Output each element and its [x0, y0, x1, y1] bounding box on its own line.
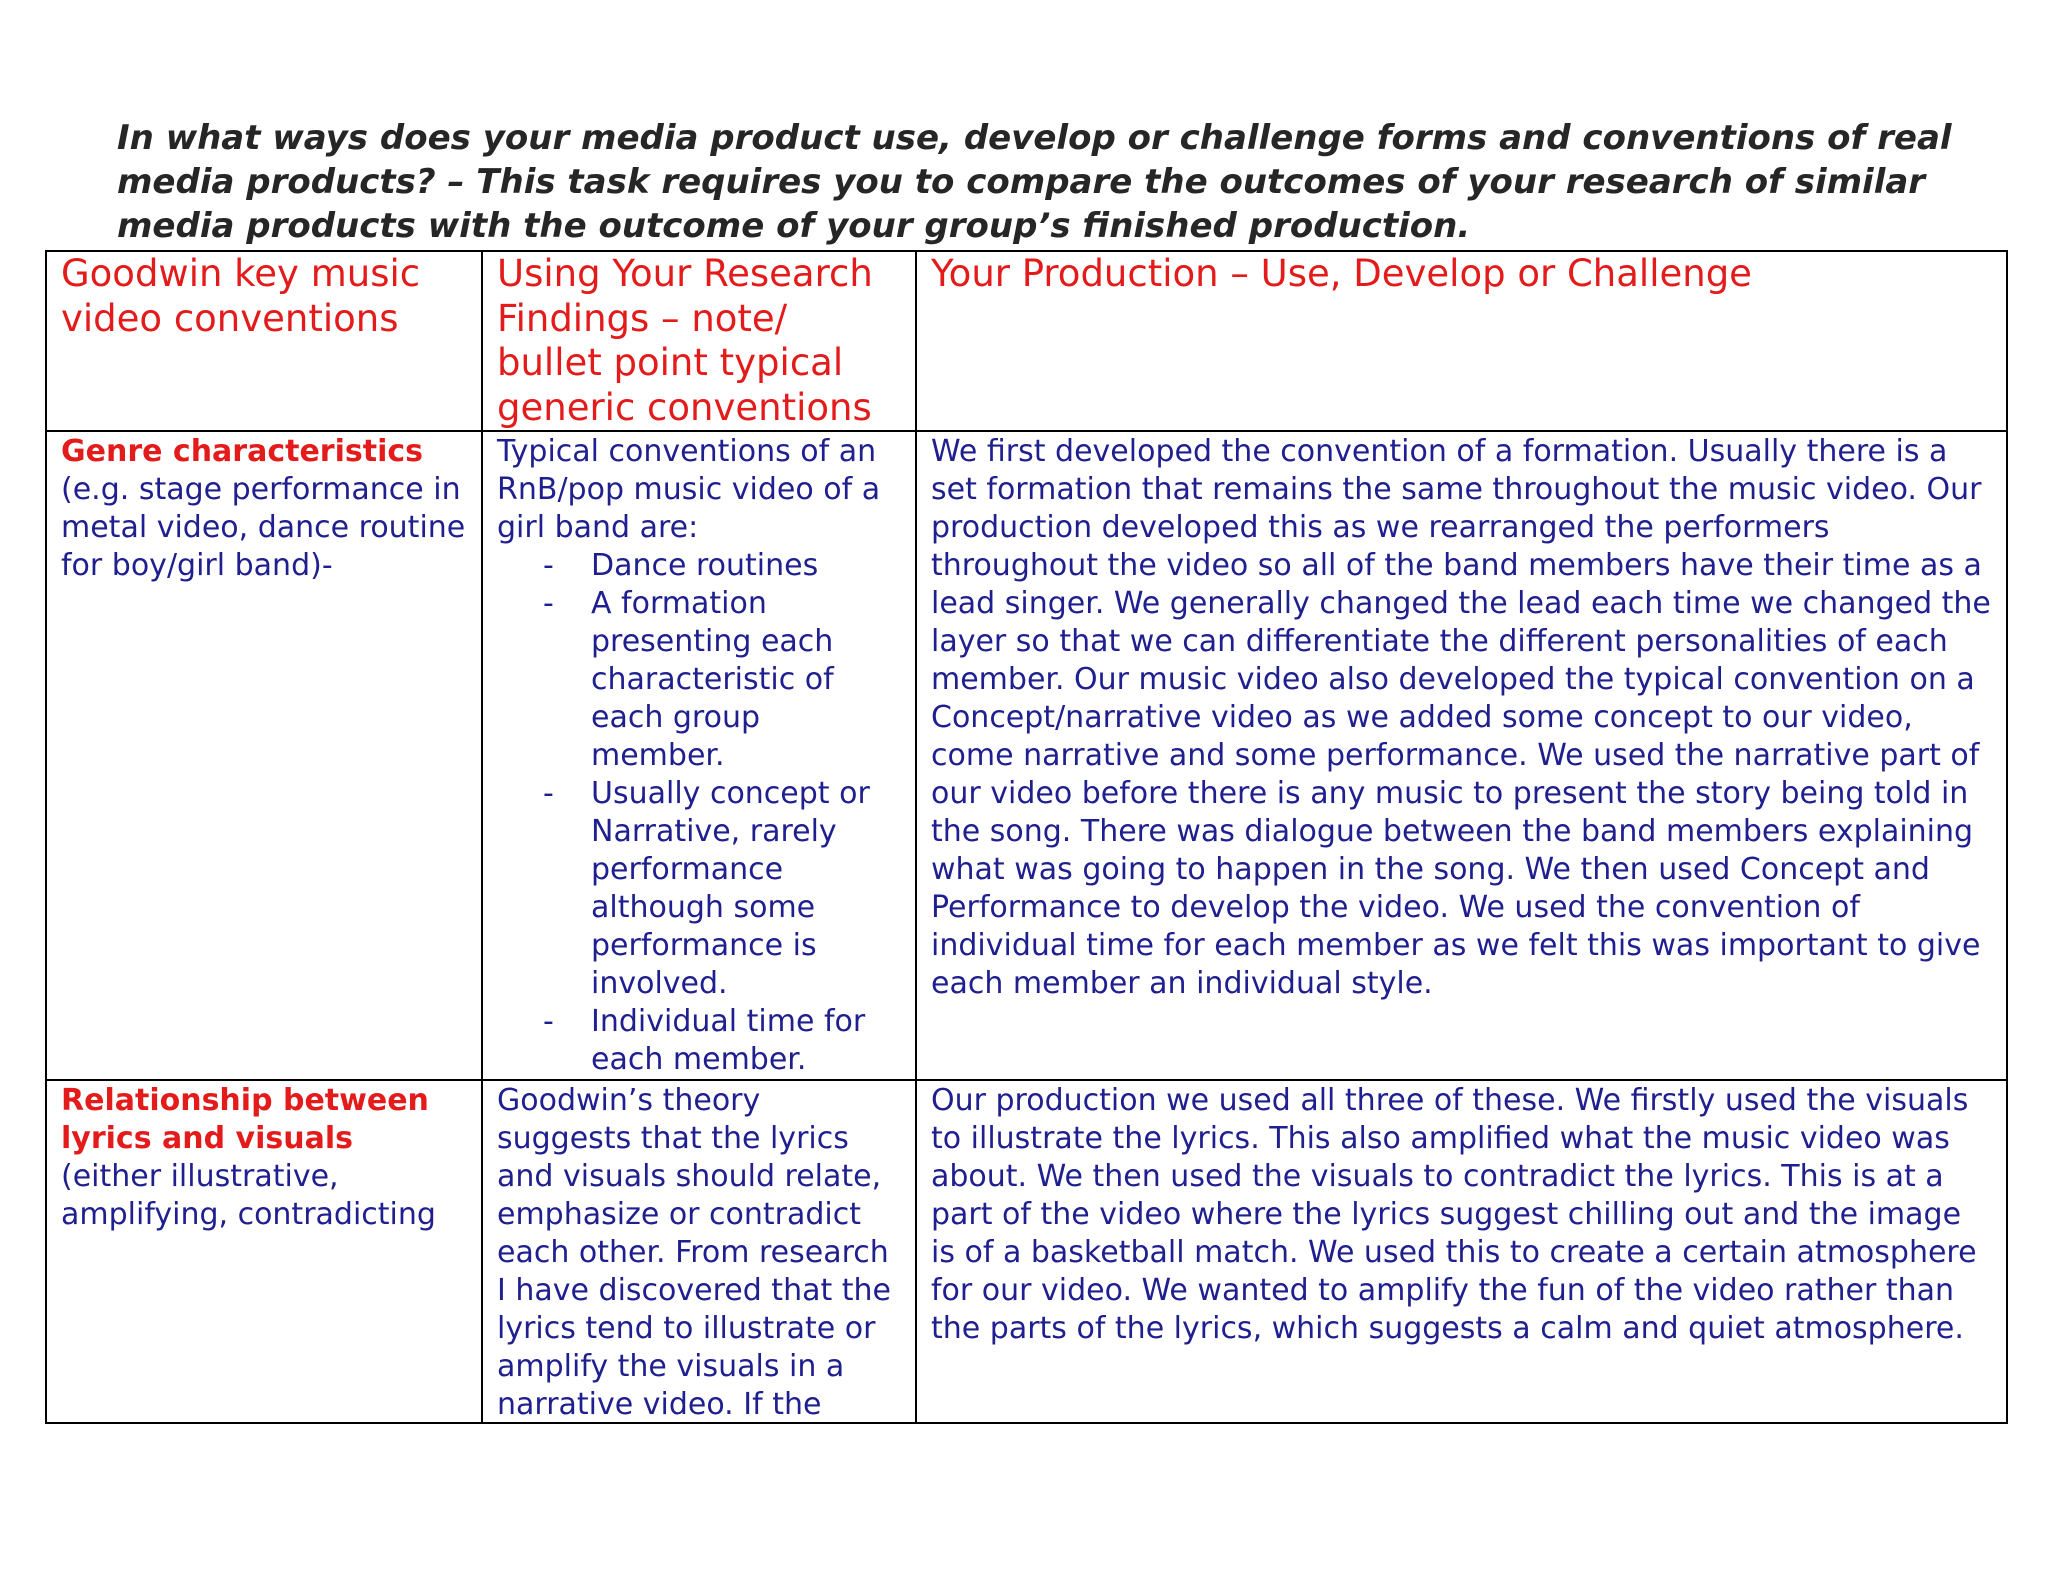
header-your-production: Your Production – Use, Develop or Challenge [916, 251, 2007, 431]
table-header-row [46, 251, 2007, 431]
genre-production-text: We first developed the convention of a formation. Usually there is a set formation that remains the same throughout the music video. Our production developed this as we rearranged the performers throughout the video so all of the band members have their time as a lead singer. We generally changed the lead each time we changed the layer so that we can differentiate the different personalities of each member. Our music video also developed the typical convention on a Concept/narrative video as we added some concept to our video, come narrative and some performance. We used the narrative part of our video before there is any music to present the story being told in the song. There was dialogue between the band members explaining what was going to happen in the song. We then used Concept and Performance to develop the video. We used the convention of individual time for each member as we felt this was important to give each member an individual style. [931, 434, 1991, 1001]
genre-description: (e.g. stage performance in metal video, dance routine for boy/girl band)- [61, 472, 466, 583]
genre-research-list [497, 547, 903, 1079]
list-item-text: Dance routines [591, 548, 819, 583]
genre-convention-cell [46, 431, 482, 1080]
list-item [497, 585, 903, 775]
list-item-text: Individual time for each member. [591, 1004, 866, 1077]
genre-label: Genre characteristics [61, 434, 424, 469]
header-goodwin-conventions: Goodwin key music video conventions [46, 251, 482, 431]
lyrics-production-text: Our production we used all three of these. We firstly used the visuals to illustrate the lyrics. This also amplified what the music video was about. We then used the visuals to contradict the lyrics. This is at a part of the video where the lyrics suggest chilling out and the image is of a basketball match. We used this to create a certain atmosphere for our video. We wanted to amplify the fun of the video rather than the parts of the lyrics, which suggests a calm and quiet atmosphere. [931, 1083, 1977, 1346]
lyrics-research-cell [482, 1080, 916, 1423]
genre-research-cell [482, 431, 916, 1080]
dash-bullet: - [543, 548, 554, 583]
dash-bullet: - [543, 776, 554, 811]
lyrics-production-cell [916, 1080, 2007, 1423]
lyrics-description: (either illustrative, amplifying, contradicting [61, 1159, 436, 1232]
list-item [497, 775, 903, 1003]
dash-bullet: - [543, 1004, 554, 1039]
lyrics-research-text: Goodwin’s theory suggests that the lyrics and visuals should relate, emphasize or contradict each other. From research I have discovered that the lyrics tend to illustrate or amplify the visuals in a narrative video. If the [497, 1083, 891, 1422]
page-heading: In what ways does your media product use, develop or challenge forms and conventions of real media products? – This task requires you to compare the outcomes of your research of similar media products with the outcome of your group’s finished production. [117, 118, 1952, 246]
list-item [497, 1003, 903, 1079]
lyrics-convention-cell [46, 1080, 482, 1423]
list-item-text: A formation presenting each characteristic of each group member. [591, 586, 834, 773]
genre-production-cell [916, 431, 2007, 1080]
lyrics-label: Relationship between lyrics and visuals [61, 1083, 429, 1156]
header-research-findings: Using Your Research Findings – note/ bullet point typical generic conventions [482, 251, 916, 431]
list-item-text: Usually concept or Narrative, rarely performance although some performance is involved. [591, 776, 870, 1001]
table-row-genre [46, 431, 2007, 1080]
conventions-table [45, 250, 2008, 1424]
list-item [497, 547, 903, 585]
dash-bullet: - [543, 586, 554, 621]
table-row-lyrics [46, 1080, 2007, 1423]
genre-research-intro: Typical conventions of an RnB/pop music video of a girl band are: [497, 434, 881, 545]
